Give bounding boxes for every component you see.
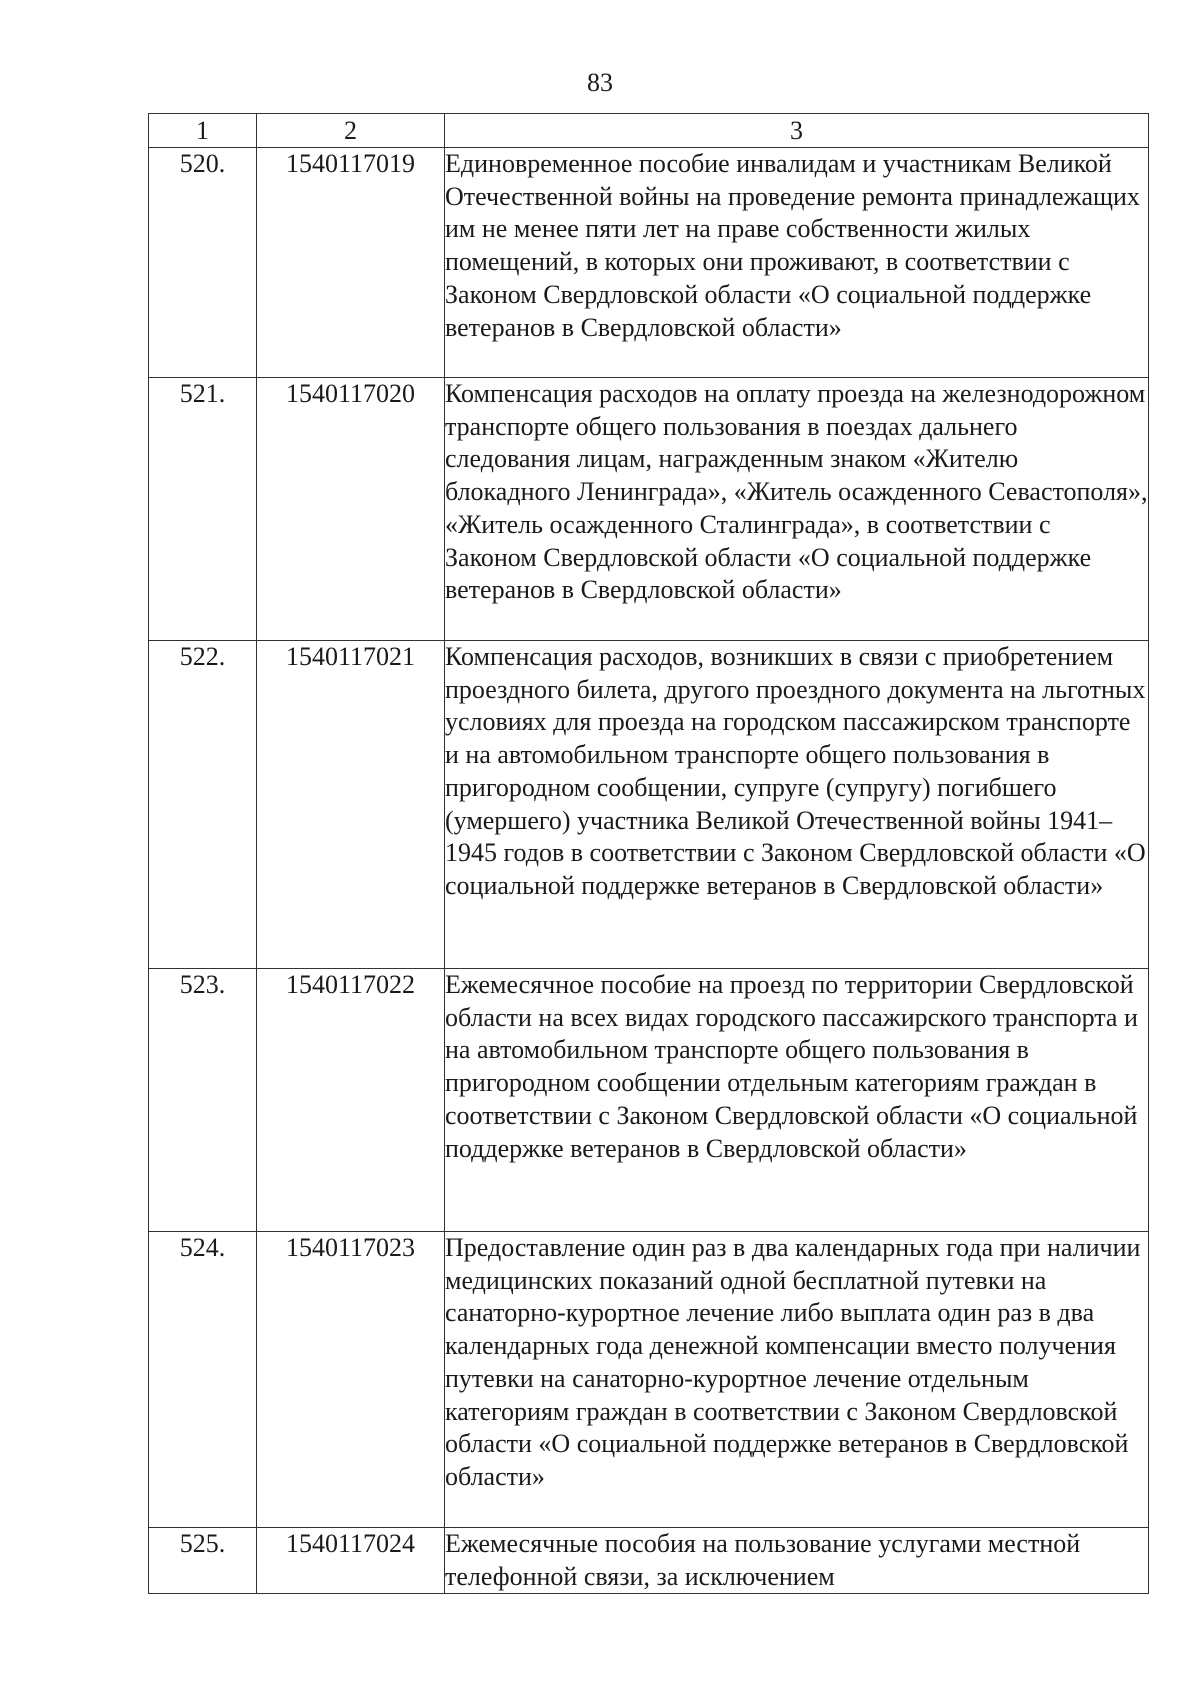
row-number: 524. bbox=[149, 1232, 257, 1528]
row-code: 1540117022 bbox=[257, 969, 445, 1232]
column-header-2: 2 bbox=[257, 114, 445, 148]
row-code: 1540117021 bbox=[257, 641, 445, 969]
table-row bbox=[149, 969, 1149, 1232]
row-description: Ежемесячное пособие на проезд по территории Свердловской области на всех видах городского пассажирского транспорта и на автомобильном транспорте общего пользования в пригородном сообщении отдельным категориям граждан в соответствии с Законом Свердловской области «О социальной поддержке ветеранов в Свердловской области» bbox=[445, 969, 1149, 1232]
table-row bbox=[149, 1232, 1149, 1528]
budget-classification-table bbox=[148, 113, 1149, 1594]
row-description: Ежемесячные пособия на пользование услугами местной телефонной связи, за исключением bbox=[445, 1528, 1149, 1594]
row-number: 523. bbox=[149, 969, 257, 1232]
row-code: 1540117024 bbox=[257, 1528, 445, 1594]
row-code: 1540117019 bbox=[257, 148, 445, 378]
table-row bbox=[149, 378, 1149, 641]
row-description: Компенсация расходов, возникших в связи с приобретением проездного билета, другого проездного документа на льготных условиях для проезда на городском пассажирском транспорте и на автомобильном транспорте общего пользования в пригородном сообщении, супруге (супругу) погибшего (умершего) участника Великой Отечественной войны 1941–1945 годов в соответствии с Законом Свердловской области «О социальной поддержке ветеранов в Свердловской области» bbox=[445, 641, 1149, 969]
row-number: 525. bbox=[149, 1528, 257, 1594]
row-number: 520. bbox=[149, 148, 257, 378]
table-row bbox=[149, 1528, 1149, 1594]
column-header-3: 3 bbox=[445, 114, 1149, 148]
table-header-row bbox=[149, 114, 1149, 148]
row-number: 521. bbox=[149, 378, 257, 641]
row-description: Предоставление один раз в два календарных года при наличии медицинских показаний одной бесплатной путевки на санаторно-курортное лечение либо выплата один раз в два календарных года денежной компенсации вместо получения путевки на санаторно-курортное лечение отдельным категориям граждан в соответствии с Законом Свердловской области «О социальной поддержке ветеранов в Свердловской области» bbox=[445, 1232, 1149, 1528]
row-number: 522. bbox=[149, 641, 257, 969]
column-header-1: 1 bbox=[149, 114, 257, 148]
table-row bbox=[149, 641, 1149, 969]
row-code: 1540117023 bbox=[257, 1232, 445, 1528]
row-description: Единовременное пособие инвалидам и участникам Великой Отечественной войны на проведение ремонта принадлежащих им не менее пяти лет на праве собственности жилых помещений, в которых они проживают, в соответствии с Законом Свердловской области «О социальной поддержке ветеранов в Свердловской области» bbox=[445, 148, 1149, 378]
table-row bbox=[149, 148, 1149, 378]
row-code: 1540117020 bbox=[257, 378, 445, 641]
row-description: Компенсация расходов на оплату проезда на железнодорожном транспорте общего пользования в поездах дальнего следования лицам, награжденным знаком «Жителю блокадного Ленинграда», «Житель осажденного Севастополя», «Житель осажденного Сталинграда», в соответствии с Законом Свердловской области «О социальной поддержке ветеранов в Свердловской области» bbox=[445, 378, 1149, 641]
page-number: 83 bbox=[587, 68, 613, 97]
